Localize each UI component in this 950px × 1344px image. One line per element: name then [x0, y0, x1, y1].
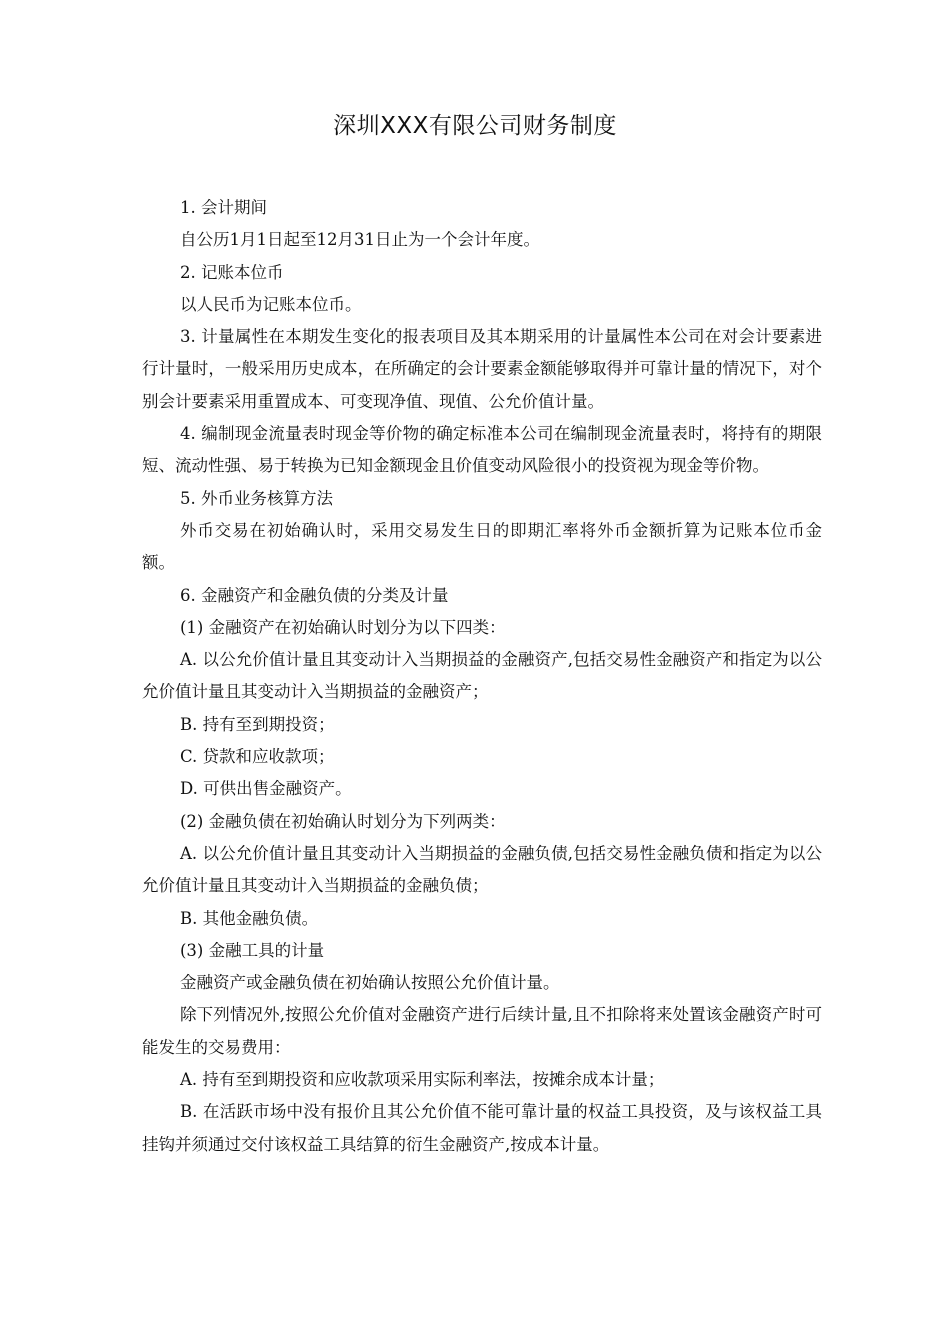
- paragraph-5-heading: 5. 外币业务核算方法: [180, 488, 333, 508]
- subsection-2-heading: (2) 金融负债在初始确认时划分为下列两类：: [180, 811, 506, 831]
- paragraph-measurement-subsequent: 除下列情况外,按照公允价值对金融资产进行后续计量,且不扣除将来处置该金融资产时可能发生的交易费用：: [142, 1005, 822, 1057]
- paragraph-1-heading: 1. 会计期间: [180, 198, 267, 217]
- list-item-a2: A. 以公允价值计量且其变动计入当期损益的金融负债,包括交易性金融负债和指定为以公允价值计量且其变动计入当期损益的金融负债；: [142, 843, 822, 896]
- list-item-b2: B. 其他金融负债。: [180, 908, 319, 928]
- paragraph-4: 4. 编制现金流量表时现金等价物的确定标准本公司在编制现金流量表时，将持有的期限短、流动性强、易于转换为已知金额现金且价值变动风险很小的投资视为现金等价物。: [142, 424, 822, 476]
- paragraph-2-heading: 2. 记账本位币: [180, 262, 284, 282]
- page-title: 深圳XXX有限公司财务制度: [333, 113, 617, 139]
- list-item-c1: C. 贷款和应收款项；: [180, 747, 335, 767]
- paragraph-1-text: 自公历1月1日起至12月31日止为一个会计年度。: [180, 230, 540, 250]
- paragraph-5-text: 外币交易在初始确认时，采用交易发生日的即期汇率将外币金额折算为记账本位币金额。: [142, 520, 822, 573]
- subsection-1-heading: (1) 金融资产在初始确认时划分为以下四类：: [180, 617, 506, 637]
- paragraph-measurement-initial: 金融资产或金融负债在初始确认按照公允价值计量。: [180, 973, 560, 993]
- list-item-a3: A. 持有至到期投资和应收款项采用实际利率法，按摊余成本计量；: [180, 1070, 665, 1090]
- list-item-a1: A. 以公允价值计量且其变动计入当期损益的金融资产,包括交易性金融资产和指定为以公允价值计量且其变动计入当期损益的金融资产；: [142, 650, 822, 702]
- paragraph-2-text: 以人民币为记账本位币。: [180, 294, 362, 314]
- list-item-b3: B. 在活跃市场中没有报价且其公允价值不能可靠计量的权益工具投资，及与该权益工具挂钩并须通过交付该权益工具结算的衍生金融资产,按成本计量。: [142, 1102, 822, 1154]
- paragraph-6-heading: 6. 金融资产和金融负债的分类及计量: [180, 585, 449, 605]
- paragraph-3: 3. 计量属性在本期发生变化的报表项目及其本期采用的计量属性本公司在对会计要素进行计量时，一般采用历史成本，在所确定的会计要素金额能够取得并可靠计量的情况下，对个别会计要素采用重置成本、可变现净值、现值、公允价值计量。: [142, 327, 822, 411]
- list-item-d1: D. 可供出售金融资产。: [180, 779, 352, 799]
- document-body: [142, 192, 822, 1161]
- subsection-3-heading: (3) 金融工具的计量: [180, 940, 325, 960]
- list-item-b1: B. 持有至到期投资；: [180, 714, 335, 734]
